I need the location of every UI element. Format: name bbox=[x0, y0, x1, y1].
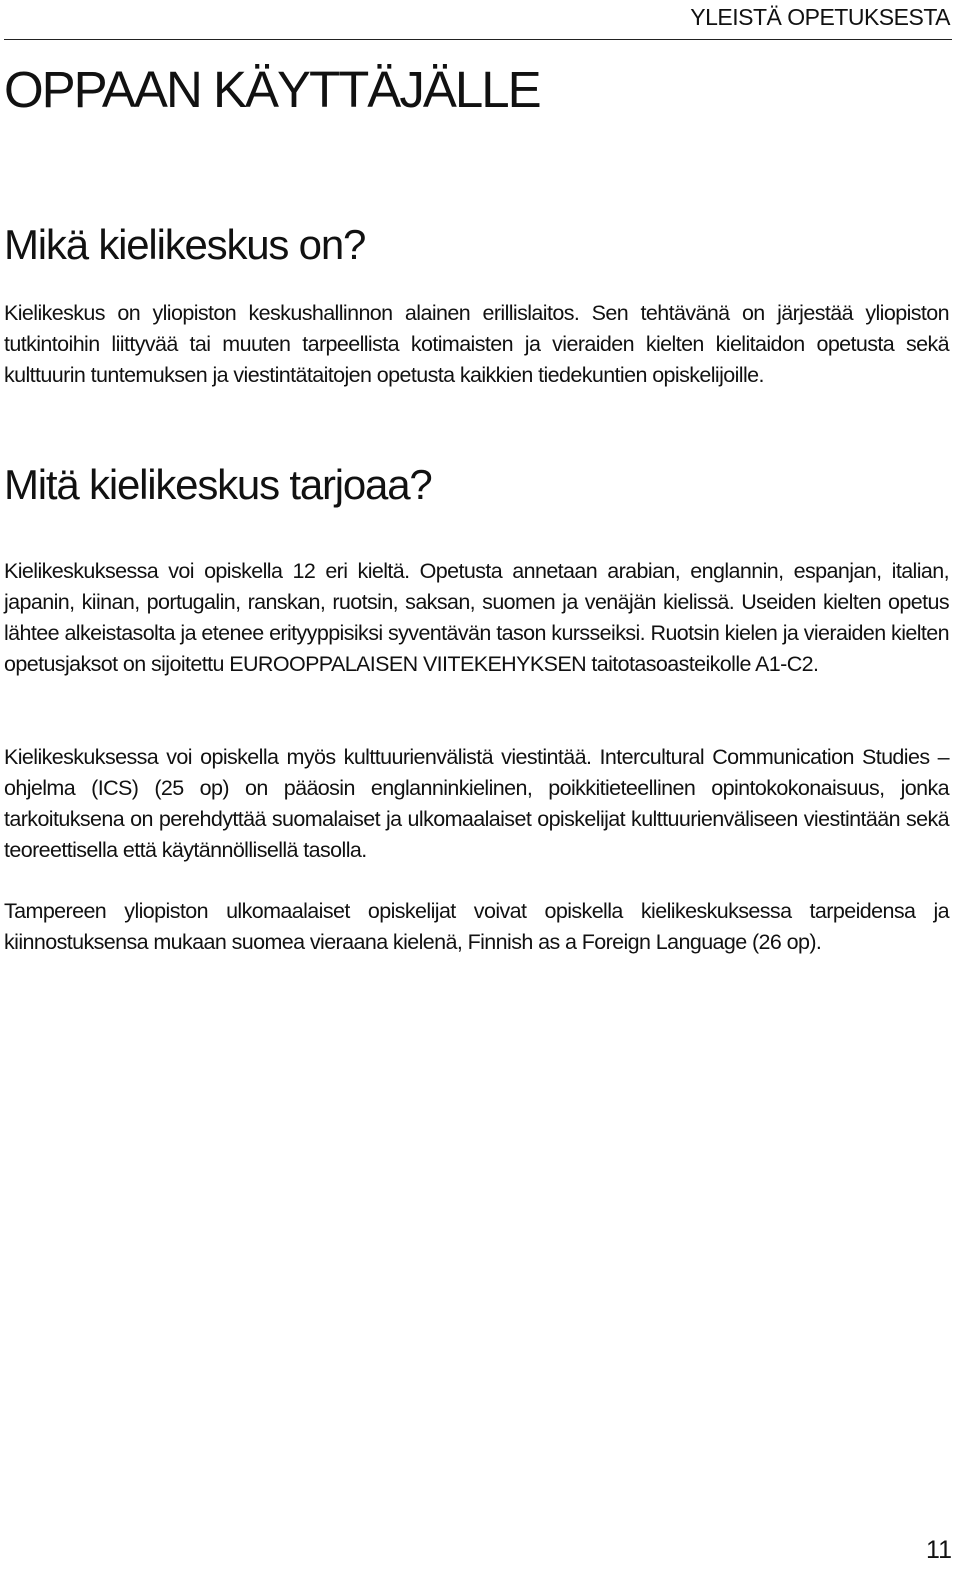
section-heading-offerings: Mitä kielikeskus tarjoaa? bbox=[4, 461, 432, 508]
paragraph: Kielikeskuksessa voi opiskella myös kulttuurienvälistä viestintää. Intercultural Communication Studies –ohjelma (ICS) (25 op) on pääosin englanninkielinen, poikkitieteellinen opintokokonaisuus, jonka tarkoituksena on perehdyttää suomalaiset ja ulkomaalaiset opiskelijat kulttuurienväliseen viestintään sekä teoreettisella että käytännöllisellä tasolla. bbox=[4, 745, 949, 862]
running-header: YLEISTÄ OPETUKSESTA bbox=[690, 4, 950, 30]
paragraph: Tampereen yliopiston ulkomaalaiset opiskelijat voivat opiskella kielikeskuksessa tarpeidensa ja kiinnostuksensa mukaan suomea vieraana kielenä, Finnish as a Foreign Language (26 op). bbox=[4, 899, 949, 954]
paragraph: Kielikeskus on yliopiston keskushallinnon alainen erillislaitos. Sen tehtävänä on järjestää yliopiston tutkintoihin liittyvää tai muuten tarpeellista kotimaisten ja vieraiden kielten kielitaidon opetusta sekä kulttuurin tuntemuksen ja viestintätaitojen opetusta kaikkien tiedekuntien opiskelijoille. bbox=[4, 301, 949, 387]
section-heading-what-is: Mikä kielikeskus on? bbox=[4, 221, 366, 268]
page-number: 11 bbox=[926, 1536, 952, 1564]
paragraph: Kielikeskuksessa voi opiskella 12 eri kieltä. Opetusta annetaan arabian, englannin, espanjan, italian, japanin, kiinan, portugalin, ranskan, ruotsin, saksan, suomen ja venäjän kielissä. Useiden kielten opetus lähtee alkeistasolta ja etenee erityyppisiksi syventävän tason kursseiksi. Ruotsin kielen ja vieraiden kielten opetusjaksot on sijoitettu EUROOPPALAISEN VIITEKEHYKSEN taitotasoasteikolle A1-C2. bbox=[4, 559, 949, 676]
header-divider bbox=[4, 39, 952, 40]
page-title: OPPAAN KÄYTTÄJÄLLE bbox=[4, 61, 540, 118]
